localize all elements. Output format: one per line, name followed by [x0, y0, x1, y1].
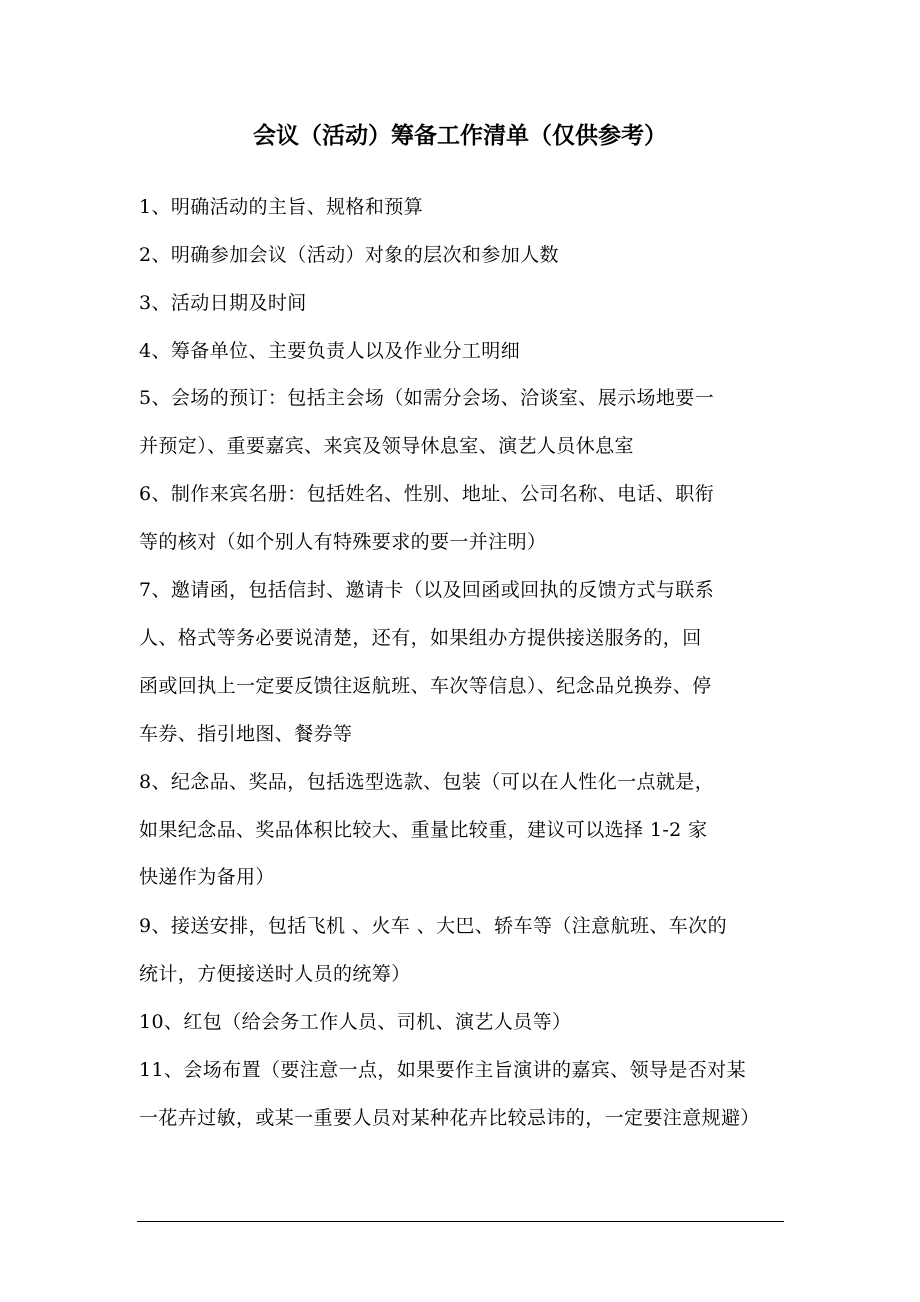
- text-line: 如果纪念品、奖品体积比较大、重量比较重，建议可以选择 1-2 家: [139, 819, 708, 841]
- text-line: 11、会场布置（要注意一点，如果要作主旨演讲的嘉宾、领导是否对某: [139, 1059, 746, 1081]
- text-line: 2、明确参加会议（活动）对象的层次和参加人数: [139, 244, 559, 266]
- text-line: 一花卉过敏，或某一重要人员对某种花卉比较忌讳的，一定要注意规避）: [139, 1107, 760, 1129]
- text-line: 4、筹备单位、主要负责人以及作业分工明细: [139, 340, 521, 362]
- text-line: 快递作为备用）: [139, 866, 275, 888]
- text-line: 6、制作来宾名册：包括姓名、性别、地址、公司名称、电话、职衔: [139, 483, 715, 505]
- text-line: 函或回执上一定要反馈往返航班、车次等信息）、纪念品兑换券、停: [139, 675, 712, 697]
- text-line: 3、活动日期及时间: [139, 292, 307, 314]
- page-title: 会议（活动）筹备工作清单（仅供参考）: [253, 122, 667, 149]
- text-line: 8、纪念品、奖品，包括选型选款、包装（可以在人性化一点就是，: [139, 771, 715, 793]
- text-line: 9、接送安排，包括飞机 、火车 、大巴、轿车等（注意航班、车次的: [139, 915, 727, 937]
- text-line: 7、邀请函，包括信封、邀请卡（以及回函或回执的反馈方式与联系: [139, 579, 715, 601]
- text-line: 等的核对（如个别人有特殊要求的要一并注明）: [139, 531, 547, 553]
- text-line: 统计，方便接送时人员的统筹）: [139, 963, 411, 985]
- footer-divider: [137, 1221, 784, 1222]
- text-line: 5、会场的预订：包括主会场（如需分会场、洽谈室、展示场地要一: [139, 387, 715, 409]
- text-line: 车券、指引地图、餐券等: [139, 723, 353, 745]
- text-line: 人、格式等务必要说清楚，还有，如果组办方提供接送服务的，回: [139, 627, 702, 649]
- text-line: 并预定）、重要嘉宾、来宾及领导休息室、演艺人员休息室: [139, 435, 634, 457]
- text-line: 10、红包（给会务工作人员、司机、演艺人员等）: [139, 1011, 572, 1033]
- text-line: 1、明确活动的主旨、规格和预算: [139, 196, 424, 218]
